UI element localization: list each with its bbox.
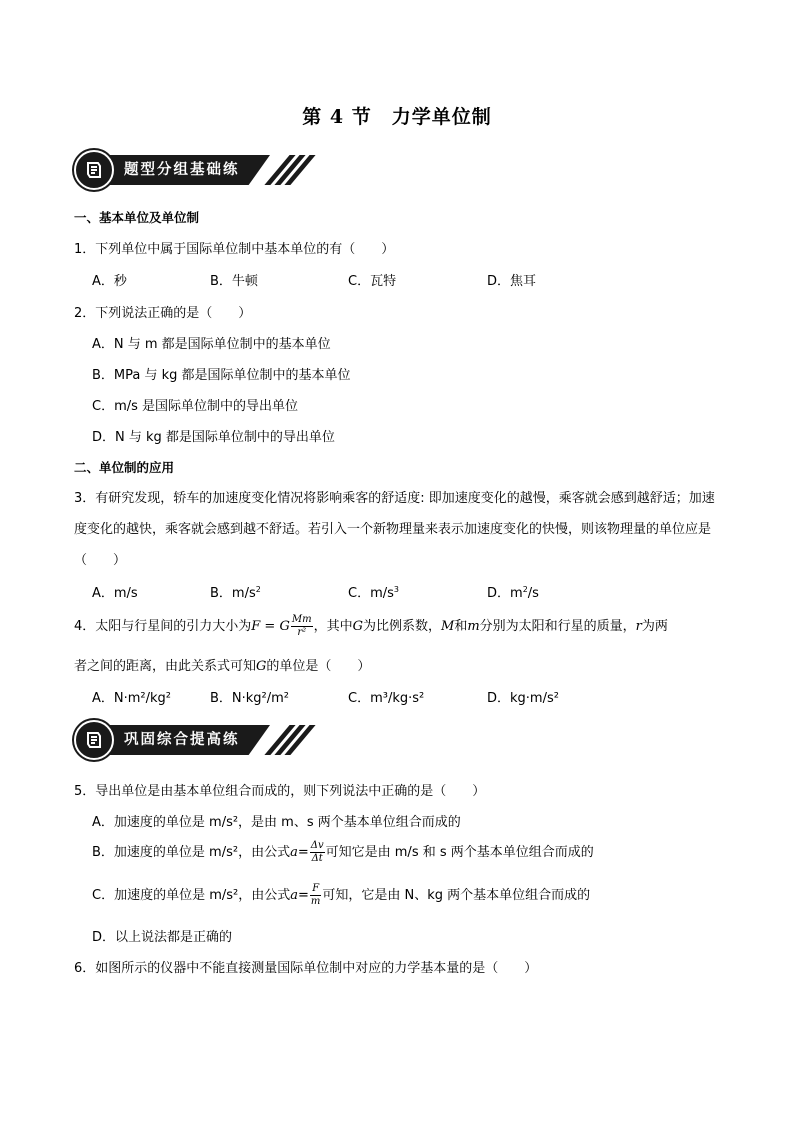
- question-2-stem: 2．下列说法正确的是（ ）: [74, 306, 252, 321]
- q4-option-a: A．N·m²/kg²: [92, 691, 171, 706]
- q3-option-d: D．$m^2/s$: [487, 585, 539, 601]
- scroll-icon: [74, 150, 114, 190]
- scroll-icon: [74, 720, 114, 760]
- section-heading: 一、基本单位及单位制: [74, 210, 200, 225]
- q2-option-a: A．N 与 m 都是国际单位制中的基本单位: [92, 337, 331, 352]
- question-4-stem-line1: 4．太阳与行星间的引力大小为F = G $\frac{Mm}{\text{r²}}$ ，其中G为比例系数，M和m分别为太阳和行星的质量，r为两: [74, 614, 668, 638]
- q2-option-b: B．MPa 与 kg 都是国际单位制中的基本单位: [92, 368, 351, 383]
- q4-option-b: B．N·kg²/m²: [210, 691, 290, 706]
- q5-option-b: B．加速度的单位是 m/s²，由公式a= $\frac{\Delta v}{\Delta t}$ 可知它是由 m/s 和 s 两个基本单位组合而成的: [92, 840, 594, 864]
- q2-option-d: D．N 与 kg 都是国际单位制中的导出单位: [92, 430, 335, 445]
- q3-option-b: B．$m/s^2$: [210, 585, 261, 601]
- section-banner-advanced: [74, 720, 296, 760]
- banner-label: 巩固综合提高练: [124, 732, 240, 748]
- q2-option-c: C．m/s 是国际单位制中的导出单位: [92, 399, 299, 414]
- section-heading: 二、单位制的应用: [74, 460, 175, 475]
- question-1-stem: 1．下列单位中属于国际单位制中基本单位的有（ ）: [74, 242, 395, 257]
- banner-label: 题型分组基础练: [124, 162, 240, 178]
- section-banner-basic: [74, 150, 296, 190]
- question-4-stem-line2: 者之间的距离，由此关系式可知G的单位是（ ）: [74, 659, 371, 674]
- question-5-stem: 5．导出单位是由基本单位组合而成的，则下列说法中正确的是（ ）: [74, 784, 486, 799]
- q5-option-a: A．加速度的单位是 m/s²，是由 m、s 两个基本单位组合而成的: [92, 815, 461, 830]
- question-6-stem: 6．如图所示的仪器中不能直接测量国际单位制中对应的力学基本量的是（ ）: [74, 961, 538, 976]
- q3-option-a: A．m/s: [92, 586, 138, 601]
- q5-option-d: D．以上说法都是正确的: [92, 930, 233, 945]
- page-title: 第 4 节 力学单位制: [302, 106, 492, 128]
- gravity-formula-fraction: $\frac{Mm}{\text{r²}}$: [291, 614, 312, 638]
- q1-option-d: D．焦耳: [487, 274, 537, 289]
- q1-option-c: C．瓦特: [348, 274, 397, 289]
- question-3-stem: 3．有研究发现，轿车的加速度变化情况将影响乘客的舒适度: 即加速度变化的越慢，乘客就会感到越舒适；加速度变化的越快，乘客就会感到越不舒适。若引入一个新物理量来表示加速度变化的快慢，则该物理量的单位应是（ ）: [74, 491, 715, 568]
- q4-option-d: D．kg·m/s²: [487, 691, 559, 706]
- q1-option-b: B．牛顿: [210, 274, 258, 289]
- q4-option-c: C．m³/kg·s²: [348, 691, 425, 706]
- q1-option-a: A．秒: [92, 274, 127, 289]
- q5-option-c: C．加速度的单位是 m/s²，由公式a= $\frac{F}{m}$ 可知，它是由 N、kg 两个基本单位组合而成的: [92, 883, 591, 907]
- q3-option-c: C．$m/s^3$: [348, 585, 399, 601]
